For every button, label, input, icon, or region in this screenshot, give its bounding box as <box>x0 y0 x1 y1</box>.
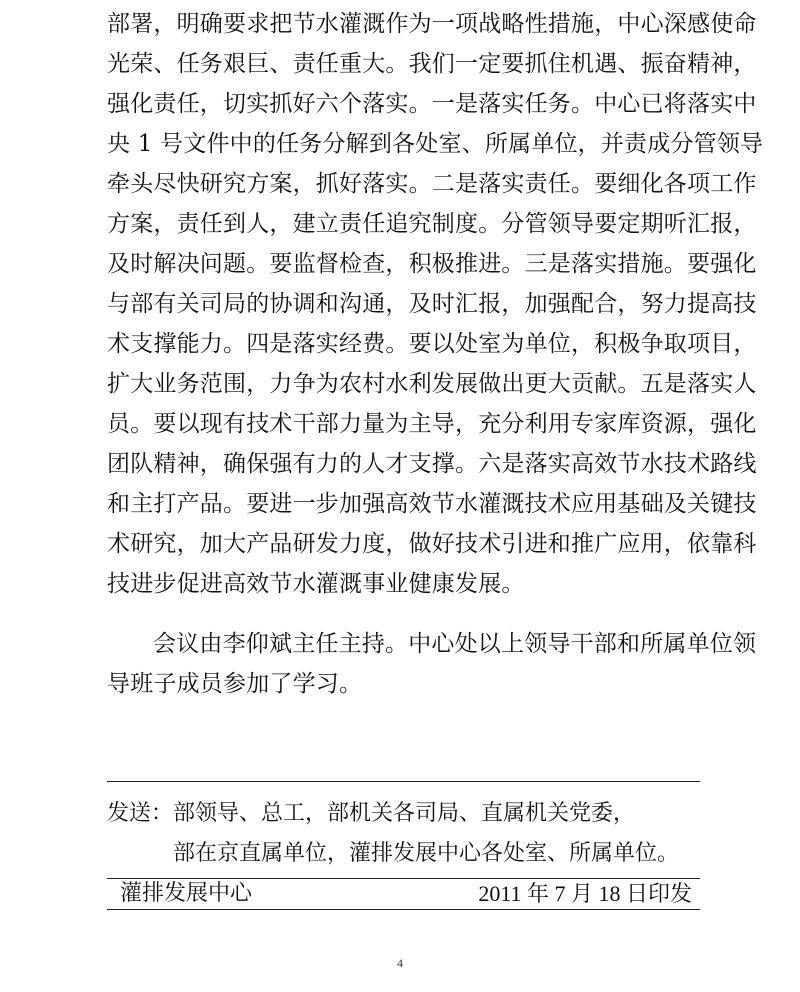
body-line: 央 1 号文件中的任务分解到各处室、所属单位，并责成分管领导 <box>107 131 764 157</box>
body-line: 强化责任，切实抓好六个落实。一是落实任务。中心已将落实中 <box>107 91 757 117</box>
issue-date: 2011 年 7 月 18 日印发 <box>478 881 692 906</box>
body-line: 牵头尽快研究方案，抓好落实。二是落实责任。要细化各项工作 <box>107 171 757 197</box>
body-line: 会议由李仰斌主任主持。中心处以上领导干部和所属单位领 <box>153 631 757 657</box>
issuer-row <box>107 880 700 908</box>
body-text <box>107 4 764 704</box>
body-line: 术研究，加大产品研发力度，做好技术引进和推广应用，依靠科 <box>107 531 757 557</box>
divider-line <box>107 909 700 910</box>
body-line: 方案，责任到人，建立责任追究制度。分管领导要定期听汇报， <box>107 211 757 237</box>
distribution-list <box>107 794 700 874</box>
body-line: 员。要以现有技术干部力量为主导，充分利用专家库资源，强化 <box>107 411 757 437</box>
body-line: 部署，明确要求把节水灌溉作为一项战略性措施，中心深感使命 <box>107 11 757 37</box>
body-line: 与部有关司局的协调和沟通，及时汇报，加强配合，努力提高技 <box>107 291 757 317</box>
body-line: 及时解决问题。要监督检查，积极推进。三是落实措施。要强化 <box>107 251 757 277</box>
body-line: 团队精神，确保强有力的人才支撑。六是落实高效节水技术路线 <box>107 451 757 477</box>
body-line: 术支撑能力。四是落实经费。要以处室为单位，积极争取项目， <box>107 331 757 357</box>
distribution-line: 发送：部领导、总工，部机关各司局、直属机关党委， <box>107 801 636 826</box>
body-line: 技进步促进高效节水灌溉事业健康发展。 <box>107 571 525 597</box>
body-line: 光荣、任务艰巨、责任重大。我们一定要抓住机遇、振奋精神， <box>107 51 757 77</box>
distribution-line: 部在京直属单位，灌排发展中心各处室、所属单位。 <box>173 841 680 866</box>
paragraph-gap <box>107 604 713 624</box>
body-line: 导班子成员参加了学习。 <box>107 671 363 697</box>
body-line: 和主打产品。要进一步加强高效节水灌溉技术应用基础及关键技 <box>107 491 757 517</box>
body-line: 扩大业务范围，力争为农村水利发展做出更大贡献。五是落实人 <box>107 371 757 397</box>
divider-line <box>107 878 700 879</box>
divider-line <box>107 781 700 782</box>
page-number: 4 <box>397 956 403 970</box>
issuer-organization: 灌排发展中心 <box>120 881 253 906</box>
